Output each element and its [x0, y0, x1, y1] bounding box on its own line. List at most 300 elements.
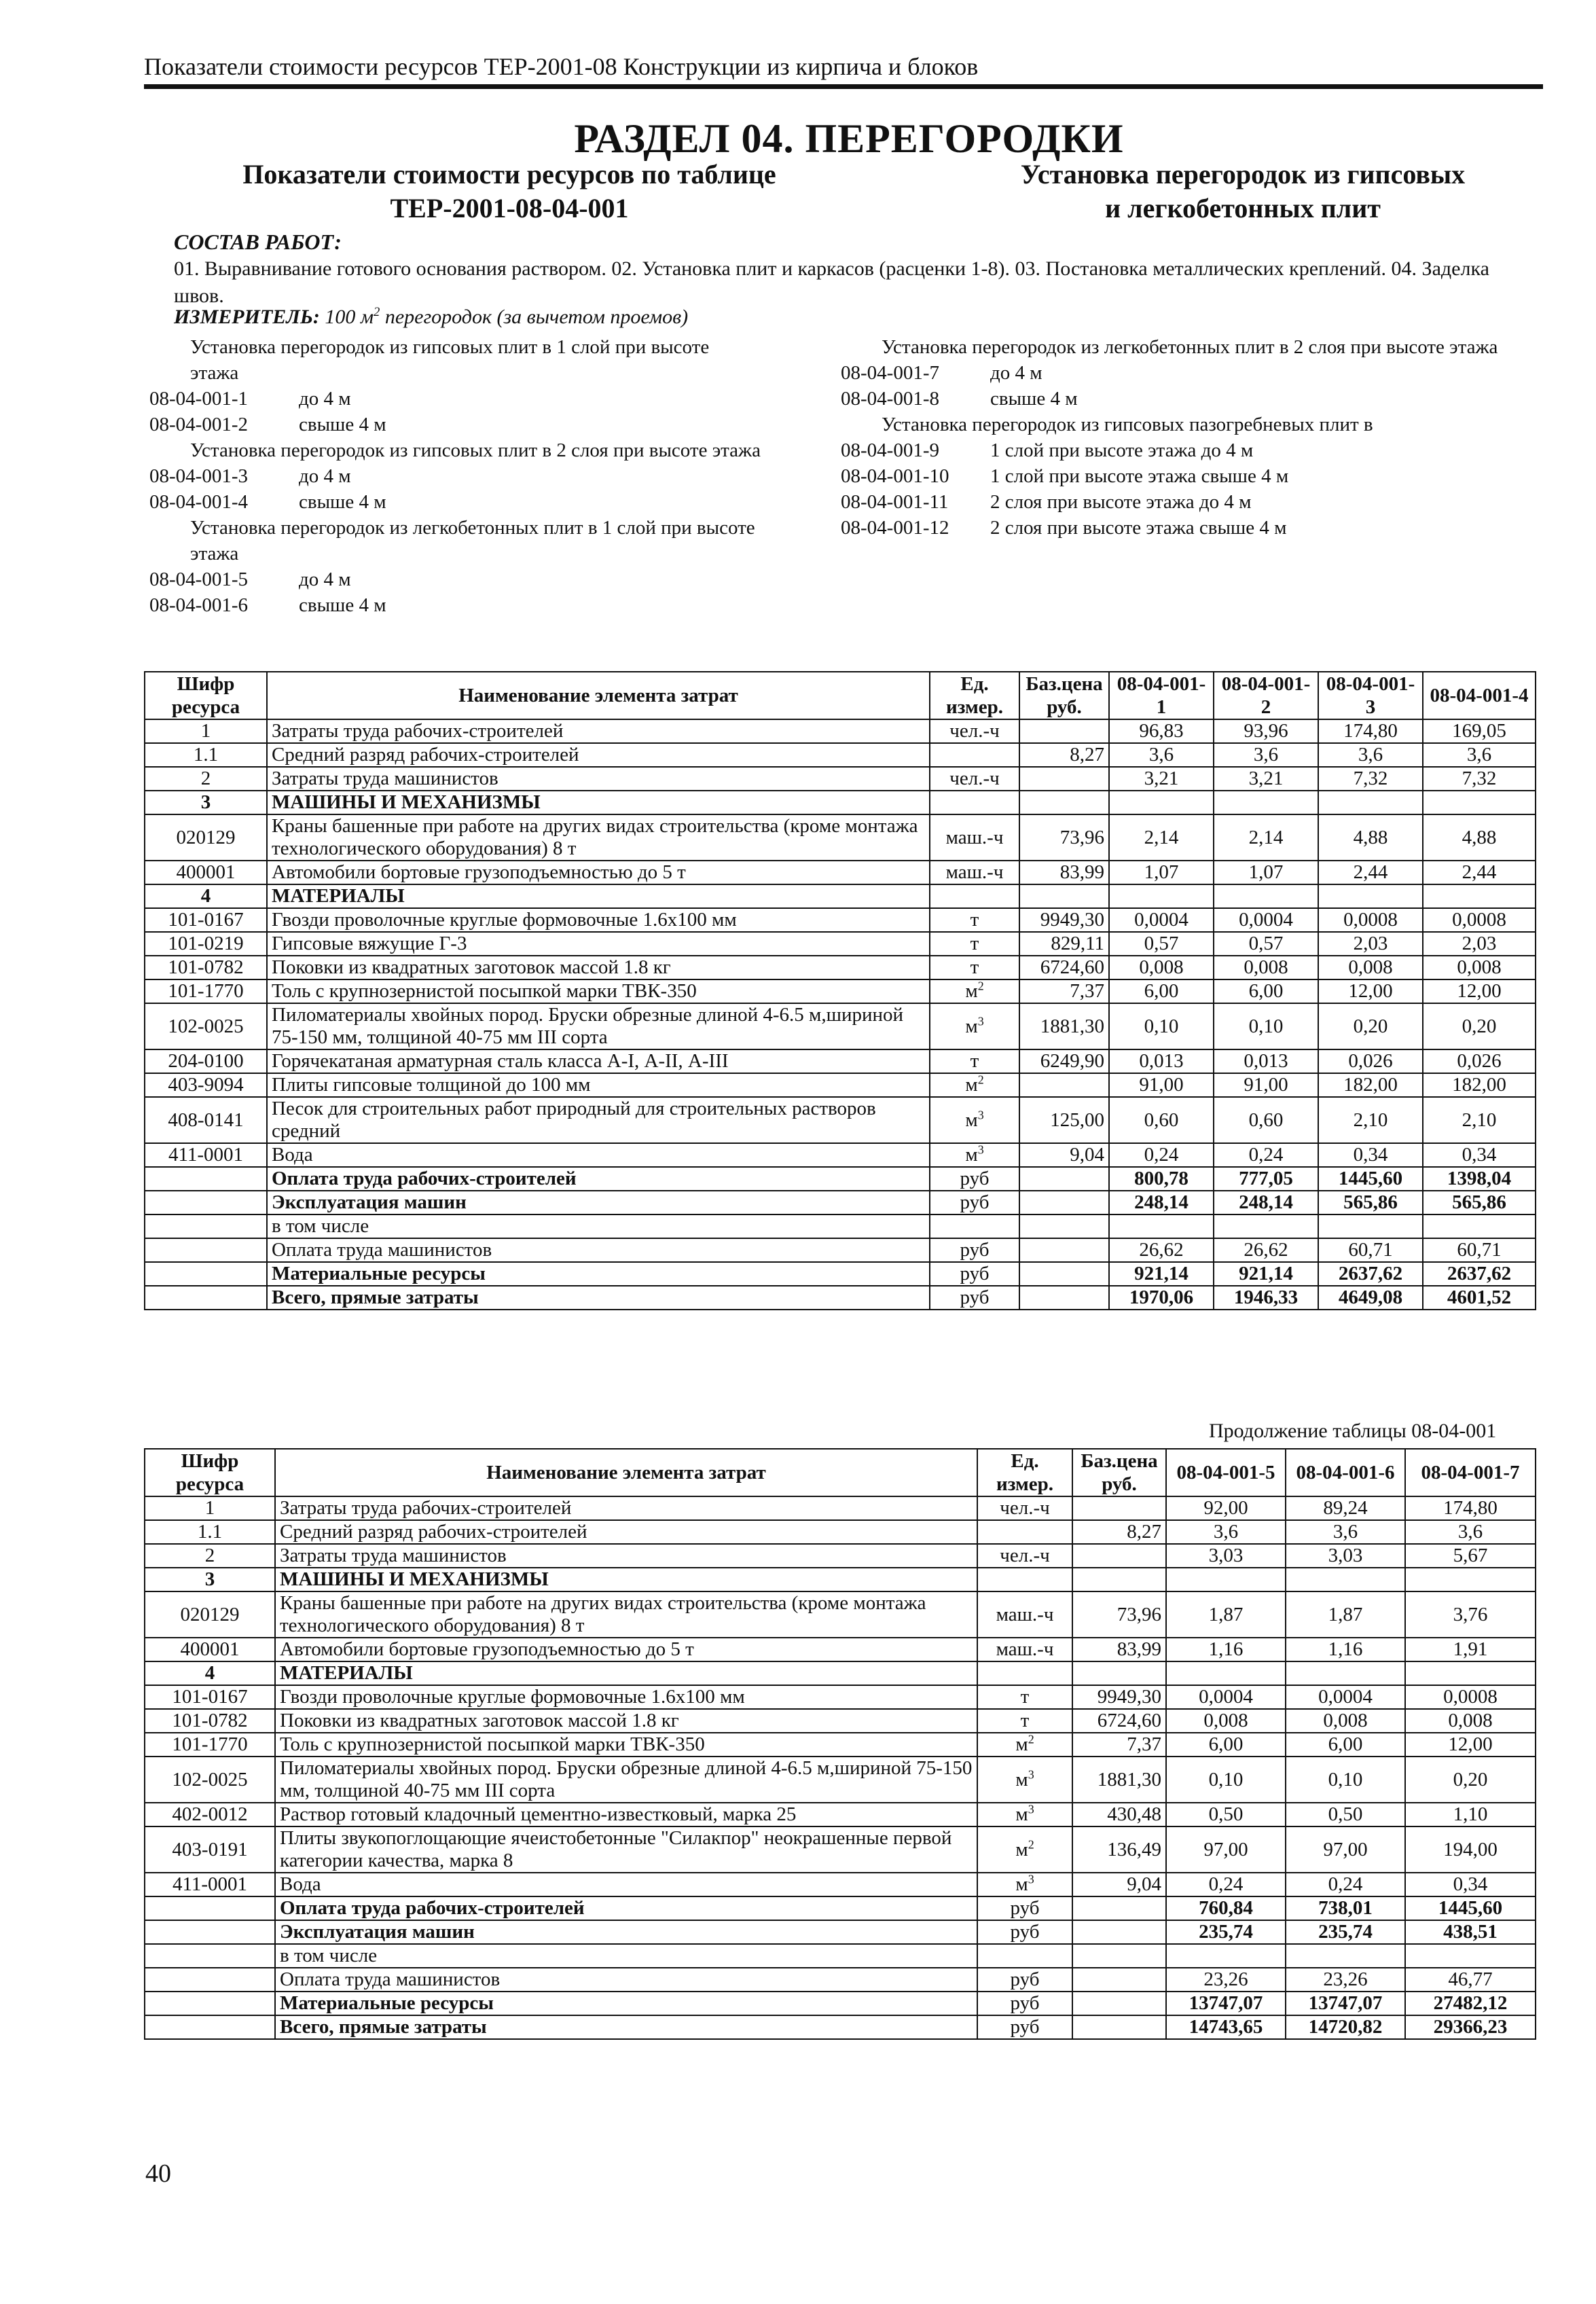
resource-code: 3	[145, 1568, 275, 1591]
resource-name: Вода	[275, 1873, 977, 1896]
rate-item	[149, 412, 761, 437]
rate-value: 174,80	[1318, 719, 1423, 743]
total-value: 14743,65	[1166, 2015, 1286, 2039]
unit: т	[930, 908, 1019, 932]
section-title: РАЗДЕЛ 04. ПЕРЕГОРОДКИ	[574, 116, 1124, 161]
column-header: 08-04-001-5	[1166, 1449, 1286, 1496]
totals-name: Оплата труда рабочих-строителей	[275, 1896, 977, 1920]
unit: чел.-ч	[977, 1544, 1072, 1568]
base-price	[1072, 2015, 1166, 2039]
totals-code-cell	[145, 1286, 267, 1310]
column-header: Баз.цена руб.	[1072, 1449, 1166, 1496]
rate-value: 3,76	[1405, 1591, 1536, 1638]
resource-name: Краны башенные при работе на других видах строительства (кроме монтажа технологического оборудования) 8 т	[275, 1591, 977, 1638]
rate-code: 08-04-001-1	[149, 388, 248, 410]
base-price: 83,99	[1019, 861, 1109, 884]
rate-group-title: Установка перегородок из гипсовых плит в 2 слоя при высоте этажа	[190, 439, 761, 461]
resource-name: Толь с крупнозернистой посыпкой марки ТВК-350	[267, 979, 930, 1003]
totals-name: Эксплуатация машин	[267, 1191, 930, 1214]
unit: чел.-ч	[930, 719, 1019, 743]
totals-code-cell	[145, 1992, 275, 2015]
column-header: 08-04-001-7	[1405, 1449, 1536, 1496]
rate-code: 08-04-001-7	[841, 362, 939, 384]
work-title-line1: Установка перегородок из гипсовых	[1020, 159, 1466, 190]
resource-name: МАТЕРИАЛЫ	[267, 884, 930, 908]
unit: руб	[930, 1167, 1019, 1191]
total-value: 235,74	[1166, 1920, 1286, 1944]
rate-value: 1,87	[1286, 1591, 1405, 1638]
base-price	[1019, 884, 1109, 908]
base-price	[1019, 1167, 1109, 1191]
totals-code-cell	[145, 1944, 275, 1968]
unit: $м^2$	[930, 979, 1019, 1003]
rate-value: 182,00	[1423, 1073, 1536, 1097]
unit: чел.-ч	[977, 1496, 1072, 1520]
base-price: 9949,30	[1019, 908, 1109, 932]
base-price	[1019, 719, 1109, 743]
rate-item	[841, 489, 1520, 515]
total-value: 4601,52	[1423, 1286, 1536, 1310]
rate-value: 3,6	[1214, 743, 1318, 767]
rate-value: 0,20	[1405, 1757, 1536, 1803]
rate-code: 08-04-001-8	[841, 388, 939, 410]
rate-value: 93,96	[1214, 719, 1318, 743]
resource-code: 102-0025	[145, 1003, 267, 1049]
unit	[977, 1520, 1072, 1544]
total-value: 1970,06	[1109, 1286, 1214, 1310]
resource-code: 4	[145, 884, 267, 908]
work-title-line2: и легкобетонных плит	[1105, 193, 1381, 223]
rate-description: свыше 4 м	[299, 414, 386, 435]
rate-value: 4,88	[1423, 814, 1536, 861]
rate-value: 3,6	[1318, 743, 1423, 767]
rate-value: 0,0004	[1286, 1685, 1405, 1709]
base-price: 1881,30	[1019, 1003, 1109, 1049]
column-header: 08-04-001-3	[1318, 672, 1423, 719]
total-value: 26,62	[1214, 1238, 1318, 1262]
table-row	[145, 1049, 1536, 1073]
total-value: 1946,33	[1214, 1286, 1318, 1310]
rate-value: 3,6	[1423, 743, 1536, 767]
rate-value	[1286, 1568, 1405, 1591]
total-value: 565,86	[1318, 1191, 1423, 1214]
base-price: 8,27	[1072, 1520, 1166, 1544]
unit: $м^2$	[977, 1826, 1072, 1873]
base-price	[1072, 1944, 1166, 1968]
totals-name: Оплата труда машинистов	[267, 1238, 930, 1262]
rate-value: 0,008	[1286, 1709, 1405, 1733]
table-row	[145, 719, 1536, 743]
rate-value: 0,008	[1109, 956, 1214, 979]
table-row	[145, 1544, 1536, 1568]
totals-code-cell	[145, 2015, 275, 2039]
total-value: 13747,07	[1166, 1992, 1286, 2015]
rate-item	[841, 386, 1520, 412]
base-price: 73,96	[1019, 814, 1109, 861]
totals-row	[145, 1262, 1536, 1286]
resource-code: 400001	[145, 1638, 275, 1661]
rate-description: до 4 м	[299, 388, 351, 410]
unit: $м^3$	[977, 1757, 1072, 1803]
unit	[930, 743, 1019, 767]
rate-value: 0,0008	[1318, 908, 1423, 932]
table-reference-line2: ТЕР-2001-08-04-001	[390, 193, 629, 223]
unit	[930, 791, 1019, 814]
rate-description: 1 слой при высоте этажа до 4 м	[990, 439, 1254, 461]
continuation-label: Продолжение таблицы 08-04-001	[1209, 1420, 1497, 1442]
table-row	[145, 1097, 1536, 1143]
table-header-row	[145, 1449, 1536, 1496]
base-price: 829,11	[1019, 932, 1109, 956]
measure-sup: 2	[374, 305, 380, 319]
totals-name: Всего, прямые затраты	[275, 2015, 977, 2039]
resource-name: Горячекатаная арматурная сталь класса А-I, А-II, А-III	[267, 1049, 930, 1073]
base-price: 9949,30	[1072, 1685, 1166, 1709]
total-value: 760,84	[1166, 1896, 1286, 1920]
unit	[977, 1568, 1072, 1591]
table-row	[145, 1073, 1536, 1097]
total-value	[1166, 1944, 1286, 1968]
total-value: 1445,60	[1405, 1896, 1536, 1920]
base-price	[1072, 1896, 1166, 1920]
rate-value: 0,34	[1405, 1873, 1536, 1896]
resource-code: 3	[145, 791, 267, 814]
rate-value: 2,10	[1318, 1097, 1423, 1143]
rate-value: 3,6	[1405, 1520, 1536, 1544]
totals-name: Эксплуатация машин	[275, 1920, 977, 1944]
rate-value: 0,57	[1109, 932, 1214, 956]
totals-row	[145, 2015, 1536, 2039]
totals-code-cell	[145, 1968, 275, 1992]
total-value: 921,14	[1109, 1262, 1214, 1286]
totals-row	[145, 1992, 1536, 2015]
column-header: 08-04-001-6	[1286, 1449, 1405, 1496]
unit: руб	[977, 1920, 1072, 1944]
rate-value: 0,24	[1214, 1143, 1318, 1167]
table-row	[145, 1826, 1536, 1873]
totals-name: Материальные ресурсы	[267, 1262, 930, 1286]
resource-name: Раствор готовый кладочный цементно-известковый, марка 25	[275, 1803, 977, 1826]
rate-value: 0,0004	[1166, 1685, 1286, 1709]
rate-value: 0,57	[1214, 932, 1318, 956]
total-value: 1398,04	[1423, 1167, 1536, 1191]
resource-code: 400001	[145, 861, 267, 884]
measure-description: перегородок (за вычетом проемов)	[384, 306, 689, 328]
total-value: 29366,23	[1405, 2015, 1536, 2039]
rate-value: 0,013	[1214, 1049, 1318, 1073]
total-value	[1318, 1214, 1423, 1238]
resource-code: 101-0167	[145, 1685, 275, 1709]
column-header: 08-04-001-4	[1423, 672, 1536, 719]
unit: т	[977, 1709, 1072, 1733]
column-header: 08-04-001-1	[1109, 672, 1214, 719]
column-header: 08-04-001-2	[1214, 672, 1318, 719]
rate-value: 1,91	[1405, 1638, 1536, 1661]
totals-code-cell	[145, 1238, 267, 1262]
totals-row	[145, 1920, 1536, 1944]
resource-code: 101-0782	[145, 956, 267, 979]
rate-value: 2,14	[1214, 814, 1318, 861]
rate-value: 0,026	[1318, 1049, 1423, 1073]
rate-value: 12,00	[1423, 979, 1536, 1003]
rate-value: 5,67	[1405, 1544, 1536, 1568]
total-value: 777,05	[1214, 1167, 1318, 1191]
rate-value: 0,026	[1423, 1049, 1536, 1073]
rate-index-right	[841, 334, 1520, 541]
rate-value	[1405, 1661, 1536, 1685]
base-price: 6249,90	[1019, 1049, 1109, 1073]
rate-description: свыше 4 м	[299, 594, 386, 616]
base-price	[1072, 1968, 1166, 1992]
rate-code: 08-04-001-5	[149, 569, 248, 590]
resource-code: 403-0191	[145, 1826, 275, 1873]
rate-value: 3,6	[1166, 1520, 1286, 1544]
rate-code: 08-04-001-4	[149, 491, 248, 513]
rate-value: 2,14	[1109, 814, 1214, 861]
base-price	[1019, 767, 1109, 791]
rate-value: 2,03	[1423, 932, 1536, 956]
resource-code: 402-0012	[145, 1803, 275, 1826]
rate-value: 0,013	[1109, 1049, 1214, 1073]
rate-value: 1,16	[1166, 1638, 1286, 1661]
resource-name: Плиты гипсовые толщиной до 100 мм	[267, 1073, 930, 1097]
totals-code-cell	[145, 1896, 275, 1920]
total-value: 46,77	[1405, 1968, 1536, 1992]
unit: т	[930, 932, 1019, 956]
page-number: 40	[145, 2159, 171, 2188]
table-row	[145, 1757, 1536, 1803]
unit: руб	[977, 1896, 1072, 1920]
rate-value: 12,00	[1318, 979, 1423, 1003]
totals-row	[145, 1214, 1536, 1238]
rate-value: 0,008	[1318, 956, 1423, 979]
rate-group-title: Установка перегородок из легкобетонных плит в 1 слой при высоте этажа	[190, 517, 755, 564]
resource-name: Гвозди проволочные круглые формовочные 1.6х100 мм	[267, 908, 930, 932]
rate-value: 0,10	[1286, 1757, 1405, 1803]
unit	[977, 1661, 1072, 1685]
rate-value: 6,00	[1286, 1733, 1405, 1757]
table-row	[145, 1143, 1536, 1167]
column-header: Наименование элемента затрат	[267, 672, 930, 719]
unit: руб	[977, 1992, 1072, 2015]
rate-value: 2,44	[1423, 861, 1536, 884]
totals-name: в том числе	[267, 1214, 930, 1238]
unit: $м^3$	[977, 1803, 1072, 1826]
resource-code: 020129	[145, 1591, 275, 1638]
total-value	[1405, 1944, 1536, 1968]
total-value: 60,71	[1423, 1238, 1536, 1262]
unit: руб	[930, 1238, 1019, 1262]
column-header: Баз.цена руб.	[1019, 672, 1109, 719]
resource-code: 101-1770	[145, 1733, 275, 1757]
rate-code: 08-04-001-6	[149, 594, 248, 616]
work-composition-text: 01. Выравнивание готового основания раствором. 02. Установка плит и каркасов (расценки 1-8). 03. Постановка металлических креплений. 04. Заделка швов.	[174, 257, 1489, 307]
table-row	[145, 1733, 1536, 1757]
work-title-header	[937, 158, 1548, 226]
totals-code-cell	[145, 1167, 267, 1191]
total-value: 1445,60	[1318, 1167, 1423, 1191]
rate-group-title: Установка перегородок из гипсовых плит в 1 слой при высоте этажа	[190, 336, 710, 384]
resource-name: Вода	[267, 1143, 930, 1167]
base-price	[1072, 1568, 1166, 1591]
rate-value: 0,60	[1109, 1097, 1214, 1143]
resource-name: МАТЕРИАЛЫ	[275, 1661, 977, 1685]
rate-value: 2,10	[1423, 1097, 1536, 1143]
unit: т	[930, 1049, 1019, 1073]
base-price: 8,27	[1019, 743, 1109, 767]
totals-name: в том числе	[275, 1944, 977, 1968]
rate-value: 0,008	[1423, 956, 1536, 979]
resource-name: Поковки из квадратных заготовок массой 1.8 кг	[267, 956, 930, 979]
rate-value	[1318, 884, 1423, 908]
unit	[930, 1214, 1019, 1238]
rate-value: 1,10	[1405, 1803, 1536, 1826]
base-price	[1019, 791, 1109, 814]
totals-name: Материальные ресурсы	[275, 1992, 977, 2015]
table-row	[145, 1496, 1536, 1520]
resource-code: 4	[145, 1661, 275, 1685]
rate-code: 08-04-001-12	[841, 517, 949, 539]
rate-value	[1423, 884, 1536, 908]
base-price: 430,48	[1072, 1803, 1166, 1826]
rate-item	[149, 592, 761, 618]
rate-value: 169,05	[1423, 719, 1536, 743]
total-value	[1286, 1944, 1405, 1968]
resource-name: Автомобили бортовые грузоподъемностью до 5 т	[275, 1638, 977, 1661]
unit: маш.-ч	[977, 1638, 1072, 1661]
rate-value: 0,10	[1166, 1757, 1286, 1803]
resource-name: МАШИНЫ И МЕХАНИЗМЫ	[275, 1568, 977, 1591]
resource-name: Затраты труда машинистов	[267, 767, 930, 791]
resource-name: Толь с крупнозернистой посыпкой марки ТВК-350	[275, 1733, 977, 1757]
resource-code: 101-0782	[145, 1709, 275, 1733]
rate-value: 96,83	[1109, 719, 1214, 743]
base-price: 83,99	[1072, 1638, 1166, 1661]
total-value: 565,86	[1423, 1191, 1536, 1214]
rate-value: 0,24	[1166, 1873, 1286, 1896]
rate-value: 182,00	[1318, 1073, 1423, 1097]
rate-value: 174,80	[1405, 1496, 1536, 1520]
rate-value: 91,00	[1109, 1073, 1214, 1097]
resource-name: Затраты труда рабочих-строителей	[267, 719, 930, 743]
total-value: 26,62	[1109, 1238, 1214, 1262]
rate-description: до 4 м	[299, 465, 351, 487]
total-value: 738,01	[1286, 1896, 1405, 1920]
rate-value: 2,03	[1318, 932, 1423, 956]
rate-value	[1286, 1661, 1405, 1685]
rate-value: 89,24	[1286, 1496, 1405, 1520]
rate-description: 1 слой при высоте этажа свыше 4 м	[990, 465, 1289, 487]
rate-description: 2 слоя при высоте этажа до 4 м	[990, 491, 1252, 513]
unit: $м^3$	[930, 1097, 1019, 1143]
totals-code-cell	[145, 1191, 267, 1214]
base-price	[1072, 1661, 1166, 1685]
rate-value: 0,50	[1286, 1803, 1405, 1826]
resource-table-2	[144, 1448, 1536, 2040]
base-price	[1019, 1214, 1109, 1238]
unit: руб	[930, 1262, 1019, 1286]
base-price: 7,37	[1019, 979, 1109, 1003]
resource-name: Автомобили бортовые грузоподъемностью до 5 т	[267, 861, 930, 884]
rate-value: 0,20	[1318, 1003, 1423, 1049]
table-row	[145, 956, 1536, 979]
rate-value: 1,16	[1286, 1638, 1405, 1661]
rate-value: 0,008	[1214, 956, 1318, 979]
rate-value: 1,87	[1166, 1591, 1286, 1638]
rate-item	[841, 515, 1520, 541]
totals-row	[145, 1968, 1536, 1992]
section-row	[145, 1568, 1536, 1591]
total-value: 13747,07	[1286, 1992, 1405, 2015]
work-composition-label: СОСТАВ РАБОТ:	[174, 230, 342, 254]
totals-row	[145, 1896, 1536, 1920]
base-price: 9,04	[1072, 1873, 1166, 1896]
rate-value: 0,34	[1423, 1143, 1536, 1167]
resource-code: 101-1770	[145, 979, 267, 1003]
rate-value	[1405, 1568, 1536, 1591]
total-value: 2637,62	[1423, 1262, 1536, 1286]
resource-name: Затраты труда рабочих-строителей	[275, 1496, 977, 1520]
rate-item	[149, 463, 761, 489]
totals-row	[145, 1238, 1536, 1262]
base-price: 1881,30	[1072, 1757, 1166, 1803]
total-value: 438,51	[1405, 1920, 1536, 1944]
section-row	[145, 1661, 1536, 1685]
column-header: Шифр ресурса	[145, 672, 267, 719]
resource-name: Средний разряд рабочих-строителей	[267, 743, 930, 767]
unit: маш.-ч	[977, 1591, 1072, 1638]
rate-value	[1109, 791, 1214, 814]
rate-value: 2,44	[1318, 861, 1423, 884]
totals-code-cell	[145, 1920, 275, 1944]
rate-item	[841, 360, 1520, 386]
resource-name: Пиломатериалы хвойных пород. Бруски обрезные длиной 4-6.5 м,шириной 75-150 мм, толщиной 40-75 мм III сорта	[275, 1757, 977, 1803]
total-value: 2637,62	[1318, 1262, 1423, 1286]
rate-code: 08-04-001-2	[149, 414, 248, 435]
rate-value: 0,0004	[1109, 908, 1214, 932]
resource-table-1	[144, 671, 1536, 1310]
base-price	[1019, 1191, 1109, 1214]
rate-value: 0,50	[1166, 1803, 1286, 1826]
rate-index-left	[149, 334, 761, 618]
rate-value: 0,20	[1423, 1003, 1536, 1049]
resource-code: 411-0001	[145, 1143, 267, 1167]
resource-name: Затраты труда машинистов	[275, 1544, 977, 1568]
base-price: 136,49	[1072, 1826, 1166, 1873]
resource-code: 1	[145, 1496, 275, 1520]
rate-value: 0,10	[1214, 1003, 1318, 1049]
unit: руб	[930, 1286, 1019, 1310]
rate-value: 7,32	[1318, 767, 1423, 791]
rate-code: 08-04-001-9	[841, 439, 939, 461]
rate-value: 0,008	[1166, 1709, 1286, 1733]
rate-value: 194,00	[1405, 1826, 1536, 1873]
total-value: 248,14	[1109, 1191, 1214, 1214]
resource-code: 020129	[145, 814, 267, 861]
totals-row	[145, 1944, 1536, 1968]
total-value: 235,74	[1286, 1920, 1405, 1944]
resource-name: МАШИНЫ И МЕХАНИЗМЫ	[267, 791, 930, 814]
rate-value: 12,00	[1405, 1733, 1536, 1757]
rate-value: 0,008	[1405, 1709, 1536, 1733]
totals-code-cell	[145, 1262, 267, 1286]
unit: руб	[930, 1191, 1019, 1214]
resource-code: 2	[145, 767, 267, 791]
base-price	[1072, 1920, 1166, 1944]
resource-code: 1.1	[145, 743, 267, 767]
total-value: 23,26	[1166, 1968, 1286, 1992]
rate-value	[1214, 884, 1318, 908]
